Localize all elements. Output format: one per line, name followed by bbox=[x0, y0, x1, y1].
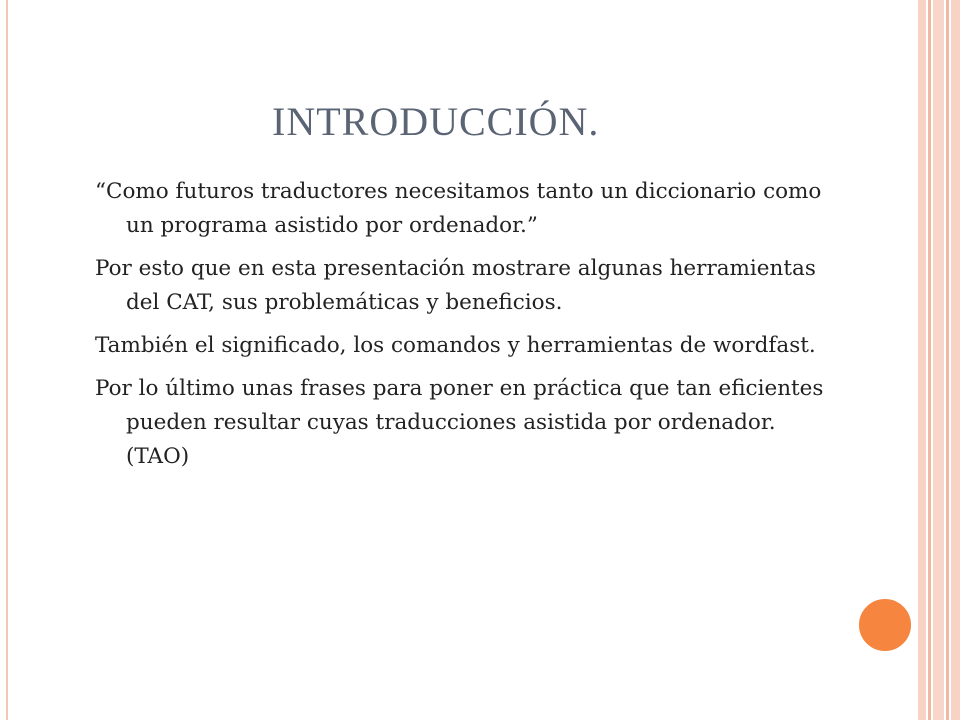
paragraph-practice: Por lo último unas frases para poner en práctica que tan eficientes pueden resultar cuyas traducciones asistida por ordenador.(TAO) bbox=[95, 376, 824, 469]
right-decorative-stripes bbox=[918, 0, 960, 720]
stripe bbox=[951, 0, 960, 720]
paragraph-wordfast: También el significado, los comandos y herramientas de wordfast. bbox=[95, 333, 816, 358]
stripe bbox=[933, 0, 944, 720]
stripe bbox=[918, 0, 926, 720]
left-border-line bbox=[6, 0, 8, 720]
slide-title: INTRODUCCIÓN. bbox=[272, 99, 600, 144]
paragraph-quote: “Como futuros traductores necesitamos tanto un diccionario como un programa asistido por ordenador.” bbox=[95, 179, 822, 238]
stripe bbox=[946, 0, 949, 720]
orange-circle-decoration bbox=[856, 596, 914, 654]
stripe bbox=[928, 0, 931, 720]
slide-body bbox=[95, 175, 835, 483]
paragraph-presentation: Por esto que en esta presentación mostrare algunas herramientas del CAT, sus problemáticas y beneficios. bbox=[95, 256, 816, 315]
